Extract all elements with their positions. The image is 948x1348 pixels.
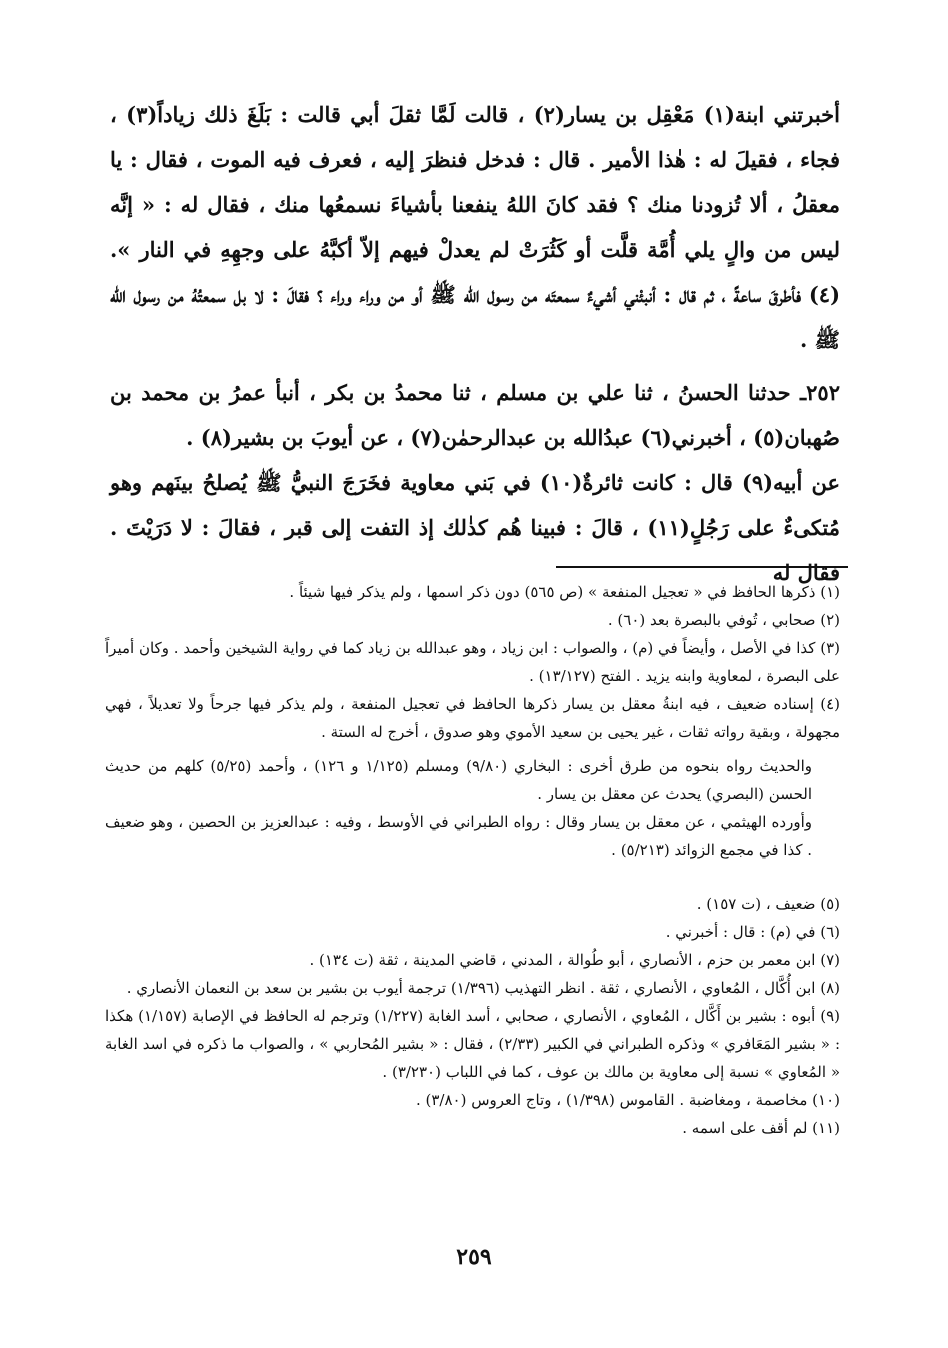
footnote-4-continuation: والحديث رواه بنحوه من طرق أخرى : البخاري (٩/٨٠) ومسلم (١/١٢٥ و ١٢٦) ، وأحمد (٥/٢٥) كلهم من حديث الحسن (البصري) يحدث عن معقل بن يسار . [105, 757, 812, 803]
footnote-5: (٥) ضعيف ، (ت ١٥٧) . [696, 895, 840, 913]
footnote-8: (٨) ابن أُكَّال ، المُعاوي ، الأنصاري ، ثقة . انظر التهذيب (١/٣٩٦) ترجمة أيوب بن بشير بن سعد بن النعمان الأنصاري . [126, 979, 840, 997]
footnote-11: (١١) لم أقف على اسمه . [682, 1119, 840, 1137]
footnote-10: (١٠) مخاصمة ، ومغاضبة . القاموس (١/٣٩٨) ، وتاج العروس (٣/٨٠) . [415, 1091, 840, 1109]
footnotes [105, 578, 840, 1142]
paragraph-hadith-251-end: أخبرتني ابنة(١) مَعْقِل بن يسار(٢) ، قالت لَمَّا ثقلَ أبي قالت : بَلَغَ ذلك زياداً(٣) ، فجاء ، فقيلَ له : هٰذا الأمير . قال : فدخل فنظرَ إليه ، فعرف فيه الموت ، فقال : يا معقلُ ، ألا تُزودنا منك ؟ فقد كانَ اللهُ ينفعنا بأشياءَ نسمعُها منك ، فقال له : « إنَّه ليس من والٍ يلي أُمَّة قلَّت أو كَثُرَتْ لم يعدلْ فيهم إلاّ أكبَّهُ على وجهِهِ في النار ».(٤) فأطرقَ ساعةً ، ثم قال : أنبئْني أشيءٌ سمعتَه من رسول الله ﷺ أو من وراء وراء ؟ فقالَ : لا بل سمعتُهُ من رسول الله ﷺ . [110, 102, 840, 352]
footnote-2: (٢) صحابي ، تُوفي بالبصرة بعد (٦٠) . [607, 611, 840, 629]
footnote-4-haythami: وأورده الهيثمي ، عن معقل بن يسار وقال : رواه الطبراني في الأوسط ، وفيه : عبدالعزيز بن الحصين ، وهو ضعيف . كذا في مجمع الزوائد (٥/٢١٣) . [105, 813, 812, 859]
footnote-1: (١) ذكرها الحافظ في « تعجيل المنفعة » (ص ٥٦٥) دون ذكر اسمها ، ولم يذكر فيها شيئاً . [289, 583, 840, 601]
footnote-9: (٩) أبوه : بشير بن أَكَّال ، المُعاوي ، الأنصاري ، صحابي ، أسد الغابة (١/٢٢٧) وترجم له الحافظ في الإصابة (١/١٥٧) هكذا : « بشير المَعَافري » وذكره الطبراني في الكبير (٢/٣٣) ، فقال : « بشير المُحاربي » ، والصواب ما ذكره في اسد الغابة « المُعاوي » نسبة إلى معاوية بن مالك بن عوف ، كما في اللباب (٣/٢٣٠) . [105, 1007, 840, 1081]
footnote-3: (٣) كذا في الأصل ، وأيضاً في (م) ، والصواب : ابن زياد ، وهو عبدالله بن زياد كما في رواية الشيخين وأحمد . وكان أميراً على البصرة ، لمعاوية وابنه يزيد . الفتح (١٣/١٢٧) . [105, 639, 840, 685]
footnote-7: (٧) ابن معمر بن حزم ، الأنصاري ، أبو طُوالة ، المدني ، قاضي المدينة ، ثقة (ت ١٣٤) . [309, 951, 840, 969]
footnote-separator [556, 566, 848, 568]
paragraph-hadith-252-isnad: ٢٥٢ـ حدثنا الحسنُ ، ثنا علي بن مسلم ، ثنا محمدُ بن بكر ، أنبأ عمرُ بن محمد بن صُهبان(٥) ، أخبرني(٦) عبدُالله بن عبدالرحمٰن(٧) ، عن أيوبَ بن بشير(٨) . [110, 380, 840, 450]
main-text [110, 92, 840, 595]
page-number: ٢٥٩ [456, 1244, 492, 1270]
footnote-6: (٦) في (م) : قال : أخبرني . [665, 923, 840, 941]
footnote-4: (٤) إسناده ضعيف ، فيه ابنةُ معقل بن يسار ذكرها الحافظ في تعجيل المنفعة ، ولم يذكر فيها جرحاً ولا تعديلاً ، فهي مجهولة ، وبقية رواته ثقات ، غير يحيى بن سعيد الأموي وهو صدوق ، أخرج له الستة . [105, 695, 840, 741]
paragraph-hadith-252-matn: عن أبيه(٩) قال : كانت ثائرةٌ(١٠) في بَني معاوية فخَرَجَ النبيُّ ﷺ يُصلحُ بينَهم وهو مُتكىءٌ على رَجُلٍ(١١) ، قالَ : فبينا هُم كذٰلك إذ التفت إلى قبر ، فقالَ : لا دَرَيْتَ . فقال له [110, 470, 840, 585]
